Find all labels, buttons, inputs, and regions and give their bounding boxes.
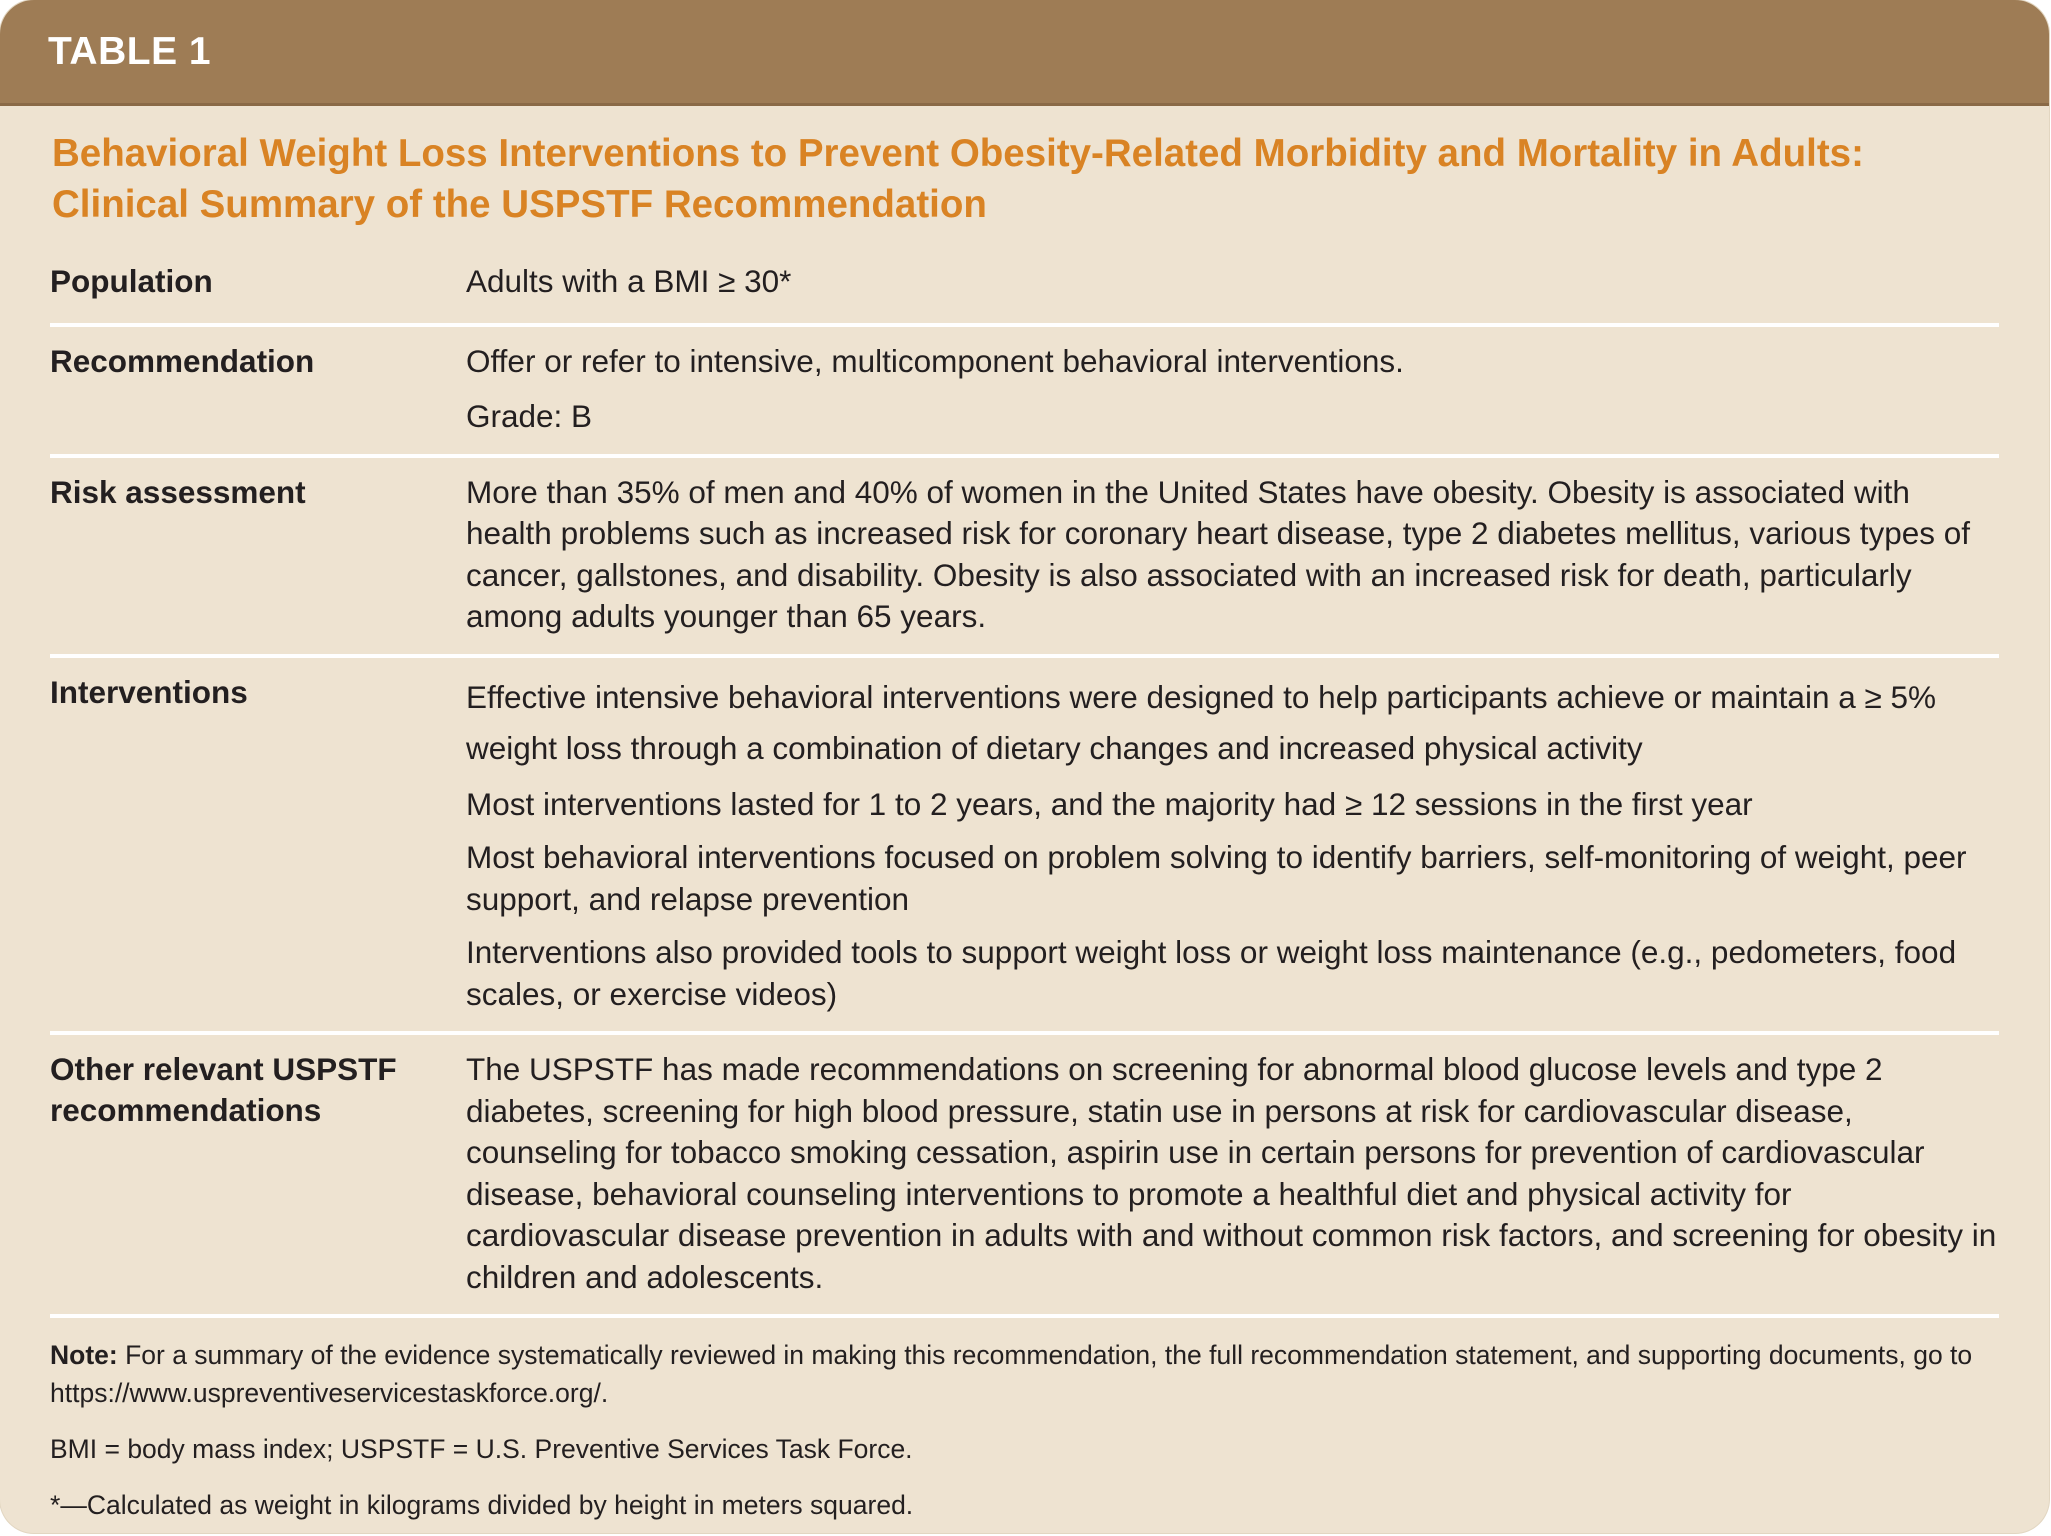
row-paragraph: Most behavioral interventions focused on problem solving to identify barriers, self-monitoring of weight, peer support, and relapse prevention — [466, 839, 1967, 917]
table-title: Behavioral Weight Loss Interventions to Prevent Obesity-Related Morbidity and Mortality in Adults: Clinical Summary of the USPSTF Recommendation — [52, 132, 1864, 226]
row-paragraph: Grade: B — [466, 398, 593, 434]
table-banner — [0, 0, 2049, 106]
row-paragraph: Adults with a BMI ≥ 30* — [466, 263, 792, 299]
row-label: Other relevant USPSTF recommendations — [50, 1051, 397, 1128]
table-row-population — [50, 244, 1999, 327]
row-paragraph: Effective intensive behavioral interventions were designed to help participants achieve or maintain a ≥ 5% weight loss through a combination of dietary changes and increased physical activity — [466, 678, 1937, 766]
summary-table — [50, 244, 1999, 1318]
note-text: For a summary of the evidence systematically reviewed in making this recommendation, the full recommendation statement, and supporting documents, go to https://www.uspreventiveservicestaskforce.org/. — [50, 1340, 1973, 1408]
row-paragraph: Interventions also provided tools to support weight loss or weight loss maintenance (e.g., pedometers, food scales, or exercise videos) — [466, 934, 1957, 1012]
row-paragraph: The USPSTF has made recommendations on screening for abnormal blood glucose levels and type 2 diabetes, screening for high blood pressure, statin use in persons at risk for cardiovascular disease, counseling for tobacco smoking cessation, aspirin use in certain persons for prevention of cardiovascular disease, behavioral counseling interventions to promote a healthful diet and physical activity for cardiovascular disease prevention in adults with and without common risk factors, and screening for obesity in children and adolescents. — [466, 1051, 1997, 1295]
note-paragraph — [50, 1336, 1999, 1412]
table-row-other-recommendations — [50, 1035, 1999, 1318]
row-paragraph: More than 35% of men and 40% of women in the United States have obesity. Obesity is associated with health problems such as increased risk for coronary heart disease, type 2 diabetes mellitus, various types of cancer, gallstones, and disability. Obesity is also associated with an increased risk for death, particularly among adults younger than 65 years. — [466, 473, 1971, 634]
row-content — [466, 472, 1999, 638]
table-row-recommendation — [50, 327, 1999, 458]
row-paragraph: Offer or refer to intensive, multicomponent behavioral interventions. — [466, 342, 1404, 379]
table-row-interventions — [50, 658, 1999, 1036]
row-label: Population — [50, 263, 213, 299]
row-label: Recommendation — [50, 342, 315, 379]
table-notes — [50, 1336, 1999, 1524]
table-number: TABLE 1 — [48, 29, 212, 73]
table-row-risk-assessment — [50, 458, 1999, 658]
row-content — [466, 1049, 1999, 1298]
footnote: *—Calculated as weight in kilograms divided by height in meters squared. — [50, 1490, 914, 1520]
row-label: Risk assessment — [50, 473, 306, 510]
row-content — [466, 341, 1999, 438]
row-content — [466, 672, 1999, 1016]
note-label: Note: — [50, 1340, 118, 1370]
row-label: Interventions — [50, 673, 248, 710]
row-paragraph: Most interventions lasted for 1 to 2 years, and the majority had ≥ 12 sessions in the first year — [466, 785, 1753, 822]
abbreviations-note: BMI = body mass index; USPSTF = U.S. Preventive Services Task Force. — [50, 1434, 913, 1464]
row-content — [466, 261, 1999, 303]
